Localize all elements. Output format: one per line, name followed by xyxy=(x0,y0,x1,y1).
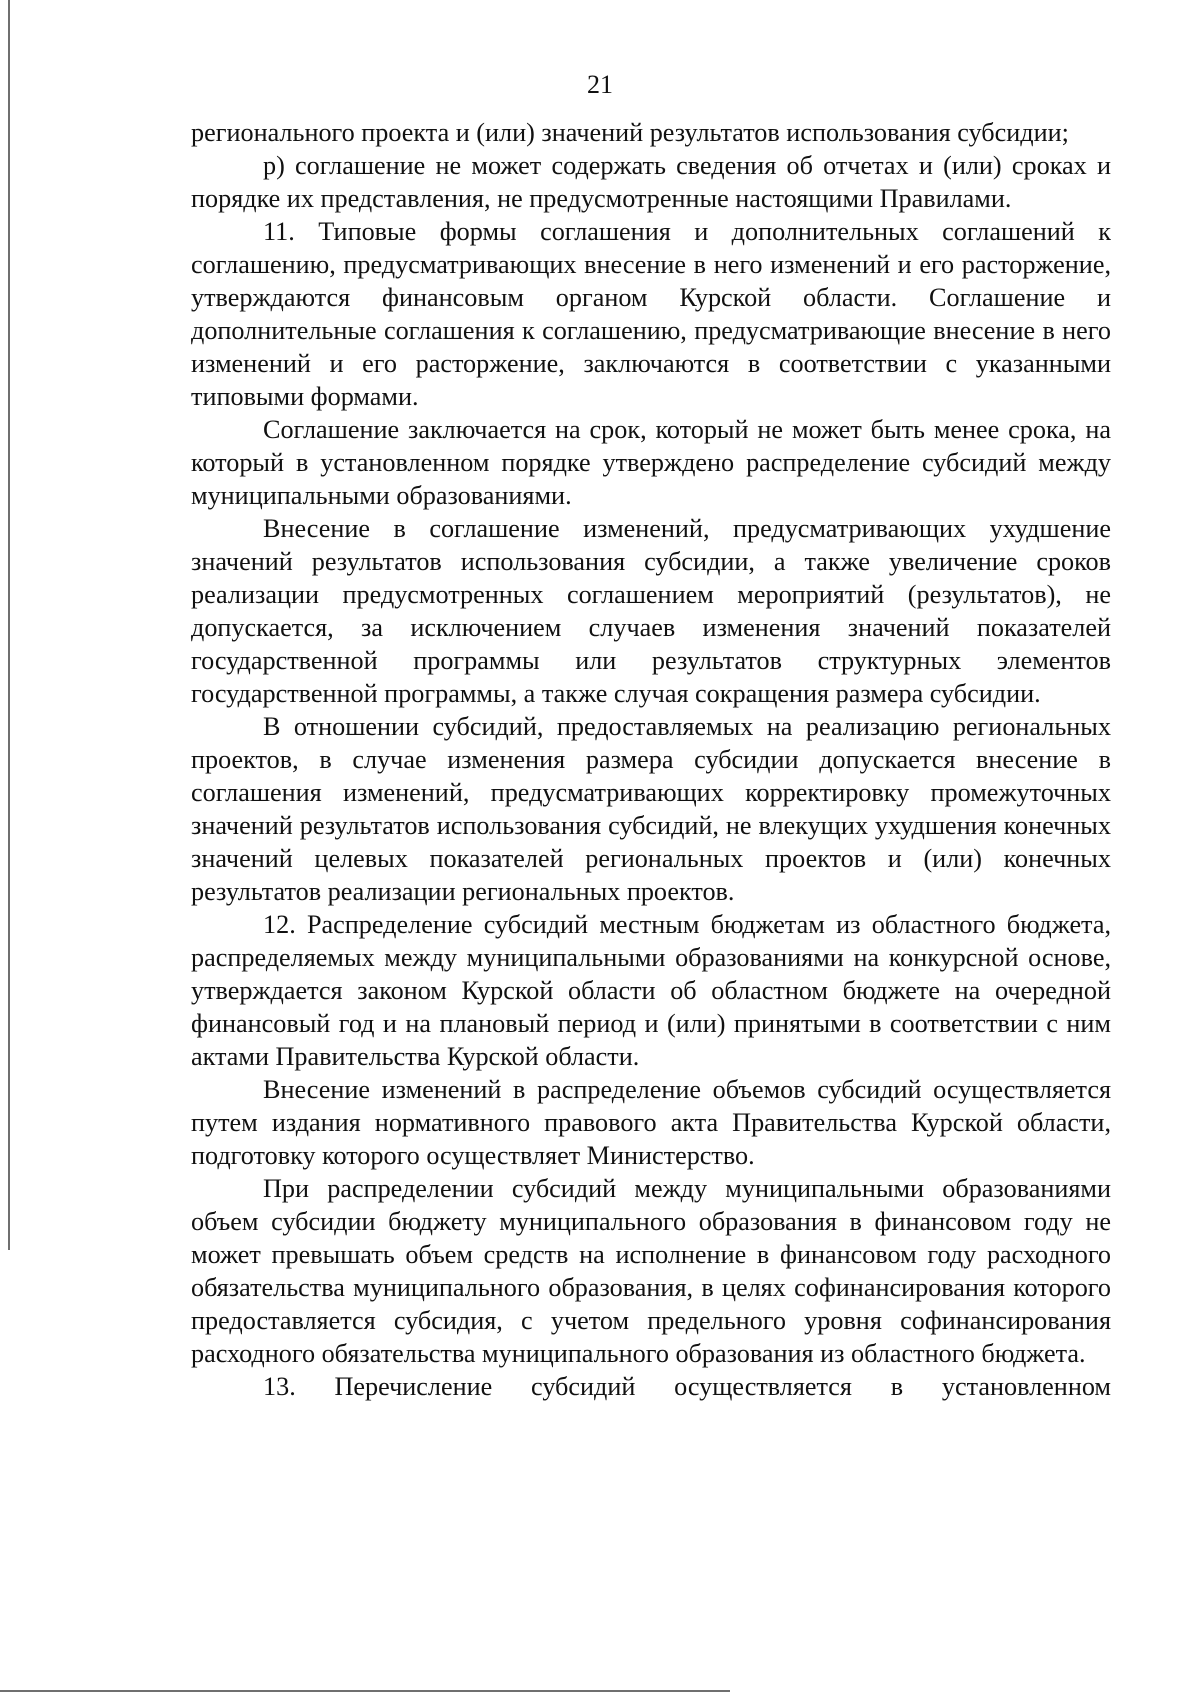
scan-edge-bottom xyxy=(0,1690,730,1692)
paragraph: р) соглашение не может содержать сведения об отчетах и (или) сроках и порядке их представления, не предусмотренные настоящими Правилами. xyxy=(191,151,1111,213)
page-number: 21 xyxy=(587,70,613,99)
document-body xyxy=(191,116,1111,1403)
paragraph: 13. Перечисление субсидий осуществляется в установленном xyxy=(263,1372,1111,1401)
scan-edge-left xyxy=(8,0,10,1250)
paragraph: В отношении субсидий, предоставляемых на реализацию региональных проектов, в случае изменения размера субсидии допускается внесение в соглашения изменений, предусматривающих корректировку промежуточных значений результатов использования субсидий, не влекущих ухудшения конечных значений целевых показателей региональных проектов и (или) конечных результатов реализации региональных проектов. xyxy=(191,712,1111,906)
paragraph: Соглашение заключается на срок, который не может быть менее срока, на который в установленном порядке утверждено распределение субсидий между муниципальными образованиями. xyxy=(191,415,1111,510)
paragraph: 12. Распределение субсидий местным бюджетам из областного бюджета, распределяемых между муниципальными образованиями на конкурсной основе, утверждается законом Курской области об областном бюджете на очередной финансовый год и на плановый период и (или) принятыми в соответствии с ним актами Правительства Курской области. xyxy=(191,910,1111,1071)
paragraph: При распределении субсидий между муниципальными образованиями объем субсидии бюджету муниципального образования в финансовом году не может превышать объем средств на исполнение в финансовом году расходного обязательства муниципального образования, в целях софинансирования которого предоставляется субсидия, с учетом предельного уровня софинансирования расходного обязательства муниципального образования из областного бюджета. xyxy=(191,1174,1111,1368)
paragraph: 11. Типовые формы соглашения и дополнительных соглашений к соглашению, предусматривающих внесение в него изменений и его расторжение, утверждаются финансовым органом Курской области. Соглашение и дополнительные соглашения к соглашению, предусматривающие внесение в него изменений и его расторжение, заключаются в соответствии с указанными типовыми формами. xyxy=(191,217,1111,411)
paragraph: Внесение изменений в распределение объемов субсидий осуществляется путем издания нормативного правового акта Правительства Курской области, подготовку которого осуществляет Министерство. xyxy=(191,1075,1111,1170)
paragraph: Внесение в соглашение изменений, предусматривающих ухудшение значений результатов использования субсидии, а также увеличение сроков реализации предусмотренных соглашением мероприятий (результатов), не допускается, за исключением случаев изменения значений показателей государственной программы или результатов структурных элементов государственной программы, а также случая сокращения размера субсидии. xyxy=(191,514,1111,708)
paragraph: регионального проекта и (или) значений результатов использования субсидии; xyxy=(191,118,1069,147)
